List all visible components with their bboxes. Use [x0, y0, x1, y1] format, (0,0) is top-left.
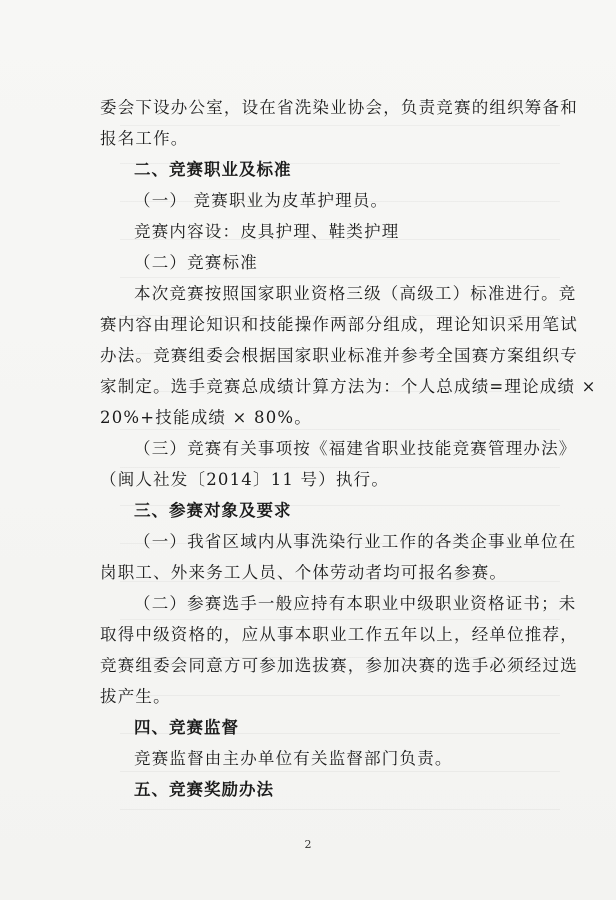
- section-heading: 二、竞赛职业及标准: [134, 160, 292, 179]
- section-heading: 三、参赛对象及要求: [134, 501, 292, 520]
- document-body: [100, 92, 597, 805]
- text-line: 委会下设办公室，设在省洗染业协会，负责竞赛的组织筹备和: [100, 98, 578, 117]
- text-line: 取得中级资格的，应从事本职业工作五年以上，经单位推荐，: [100, 625, 578, 644]
- text-line: （二）参赛选手一般应持有本职业中级职业资格证书；未: [134, 594, 577, 613]
- text-line: （三）竞赛有关事项按《福建省职业技能竞赛管理办法》: [134, 439, 577, 458]
- text-line: （一）我省区域内从事洗染行业工作的各类企事业单位在: [134, 532, 577, 551]
- page-number: 2: [304, 838, 312, 851]
- text-line: 赛内容由理论知识和技能操作两部分组成，理论知识采用笔试: [100, 315, 578, 334]
- section-heading: 五、竞赛奖励办法: [134, 780, 274, 799]
- section-heading: 四、竞赛监督: [134, 718, 239, 737]
- text-line: 竞赛组委会同意方可参加选拔赛，参加决赛的选手必须经过选: [100, 656, 578, 675]
- text-line: （二）竞赛标准: [134, 253, 258, 272]
- text-line: 本次竞赛按照国家职业资格三级（高级工）标准进行。竞: [134, 284, 577, 303]
- text-line: 拔产生。: [100, 687, 171, 706]
- text-line: （一） 竞赛职业为皮革护理员。: [134, 191, 389, 210]
- text-line: （闽人社发〔2014〕11 号）执行。: [100, 470, 390, 489]
- text-line: 竞赛内容设：皮具护理、鞋类护理: [134, 222, 400, 241]
- text-line: 20%+技能成绩 × 80%。: [100, 408, 312, 427]
- text-line: 报名工作。: [100, 129, 189, 148]
- text-line: 岗职工、外来务工人员、个体劳动者均可报名参赛。: [100, 563, 508, 582]
- text-line: 办法。竞赛组委会根据国家职业标准并参考全国赛方案组织专: [100, 346, 578, 365]
- text-line: 竞赛监督由主办单位有关监督部门负责。: [134, 749, 453, 768]
- text-line: 家制定。选手竞赛总成绩计算方法为：个人总成绩=理论成绩 ×: [100, 377, 597, 396]
